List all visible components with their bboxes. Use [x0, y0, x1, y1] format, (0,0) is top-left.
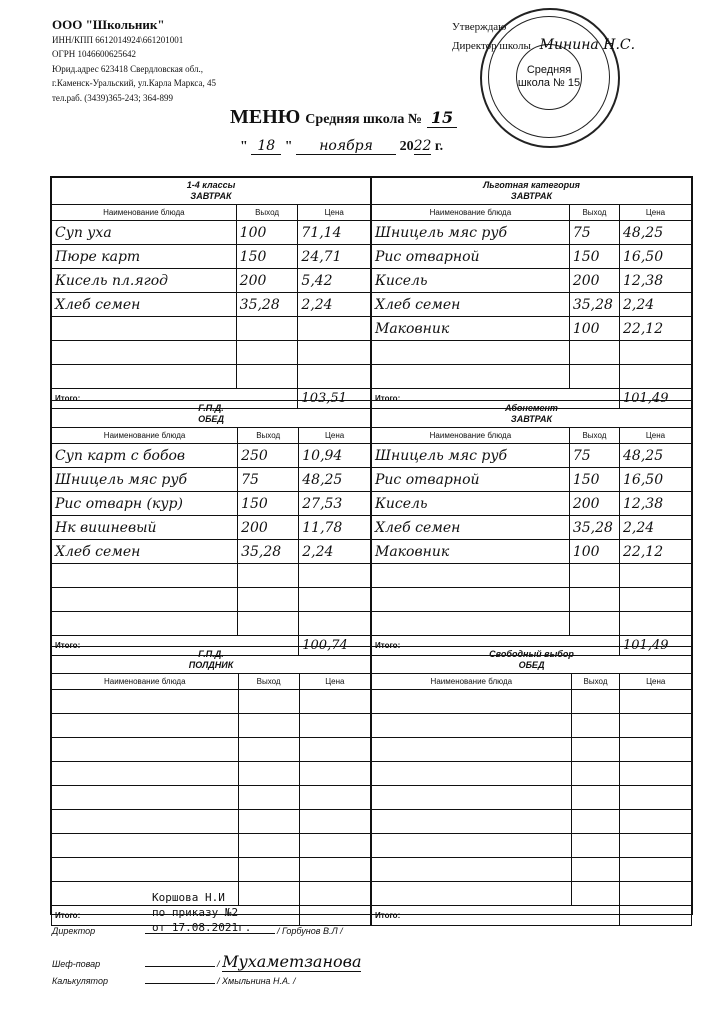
section-meal: ПОЛДНИК — [188, 660, 234, 670]
menu-grid — [50, 176, 693, 920]
column-header-yield: Выход — [238, 428, 299, 444]
cell-name: Шницель мяс руб — [372, 221, 570, 245]
cell-name: Шницель мяс руб — [52, 468, 238, 492]
cell-name: Хлеб семен — [372, 516, 570, 540]
cell-name — [372, 365, 570, 389]
cell-yield: 35,28 — [238, 540, 299, 564]
cell-name — [372, 612, 570, 636]
cell-price — [620, 690, 692, 714]
column-header-yield: Выход — [569, 428, 619, 444]
cell-name: Рис отварной — [372, 245, 570, 269]
cell-yield — [571, 858, 620, 882]
signature-role: Директор — [52, 926, 96, 936]
total-label: Итого: — [52, 636, 299, 656]
cell-price — [298, 317, 371, 341]
title-school: Средняя школа № — [305, 112, 422, 127]
signature-role: Шеф-повар — [52, 959, 101, 969]
table-row — [52, 540, 371, 564]
table-row — [372, 293, 692, 317]
company-inn: ИНН/КПП 6612014924\661201001 — [52, 34, 184, 45]
cell-yield: 75 — [569, 444, 619, 468]
section-title: Г.П.Д. — [198, 649, 224, 659]
table-row — [52, 221, 371, 245]
column-header-name: Наименование блюда — [52, 674, 239, 690]
cell-name — [52, 834, 239, 858]
total-label: Итого: — [372, 636, 620, 656]
table-row — [372, 738, 692, 762]
section-meal: ОБЕД — [198, 414, 224, 424]
section-header — [52, 178, 371, 205]
cell-yield: 200 — [238, 516, 299, 540]
total-label: Итого: — [52, 906, 300, 926]
printed-note-line-1: Коршова Н.И — [152, 891, 225, 904]
cell-price: 27,53 — [299, 492, 371, 516]
cell-yield — [236, 317, 298, 341]
total-label: Итого: — [52, 389, 298, 409]
cell-price — [299, 810, 370, 834]
section-header — [372, 401, 692, 428]
cell-price — [620, 834, 692, 858]
cell-name — [372, 858, 572, 882]
company-ogrn: ОГРН 1046600625642 — [52, 49, 136, 59]
cell-price: 16,50 — [620, 468, 692, 492]
signature-name: / — [217, 959, 220, 969]
cell-yield: 200 — [569, 492, 619, 516]
company-phone: тел.раб. (3439)365-243; 364-899 — [52, 92, 173, 103]
column-header-yield: Выход — [569, 205, 619, 221]
page-title — [230, 106, 457, 129]
date-day: 18 — [251, 138, 281, 155]
cell-name — [52, 612, 238, 636]
table-row — [372, 516, 692, 540]
cell-yield — [569, 365, 619, 389]
table-row — [372, 810, 692, 834]
cell-price: 11,78 — [299, 516, 371, 540]
cell-price: 71,14 — [298, 221, 371, 245]
school-number: 15 — [427, 108, 457, 128]
cell-yield — [569, 341, 619, 365]
table-row — [52, 588, 371, 612]
cell-yield — [569, 612, 619, 636]
chef-handwritten-name: Мухаметзанова — [222, 952, 362, 971]
section-header — [52, 401, 371, 428]
section-header — [52, 647, 371, 674]
cell-name: Кисель пл.ягод — [52, 269, 237, 293]
cell-name — [372, 690, 572, 714]
signature-line — [145, 966, 215, 967]
menu-section-2-right — [371, 646, 692, 926]
column-header-name: Наименование блюда — [52, 205, 237, 221]
table-row — [372, 221, 692, 245]
section-title: Льготная категория — [483, 180, 580, 190]
table-row — [52, 738, 371, 762]
cell-name — [52, 762, 239, 786]
cell-price — [620, 365, 692, 389]
table-row — [372, 245, 692, 269]
cell-price — [299, 738, 370, 762]
cell-yield: 150 — [238, 492, 299, 516]
cell-yield — [236, 341, 298, 365]
cell-price: 22,12 — [620, 317, 692, 341]
cell-name — [52, 714, 239, 738]
cell-name — [372, 714, 572, 738]
cell-yield — [238, 810, 299, 834]
cell-yield — [238, 834, 299, 858]
total-label: Итого: — [372, 906, 620, 926]
cell-yield — [236, 365, 298, 389]
cell-yield: 75 — [238, 468, 299, 492]
cell-price: 2,24 — [620, 293, 692, 317]
cell-price: 12,38 — [620, 492, 692, 516]
section-title: Г.П.Д. — [198, 403, 224, 413]
cell-price — [299, 762, 370, 786]
cell-yield — [571, 738, 620, 762]
cell-price — [299, 834, 370, 858]
table-row — [372, 714, 692, 738]
cell-yield: 150 — [236, 245, 298, 269]
cell-price: 2,24 — [298, 293, 371, 317]
column-header-name: Наименование блюда — [52, 428, 238, 444]
date-quote-close: " — [284, 139, 293, 154]
cell-name: Суп карт с бобов — [52, 444, 238, 468]
company-block — [52, 18, 216, 105]
table-row — [52, 444, 371, 468]
cell-yield — [571, 714, 620, 738]
section-meal: ЗАВТРАК — [190, 191, 232, 201]
table-row — [52, 468, 371, 492]
table-row — [372, 690, 692, 714]
cell-price — [299, 786, 370, 810]
cell-name: Пюре карт — [52, 245, 237, 269]
table-row — [52, 317, 371, 341]
cell-name — [52, 588, 238, 612]
section-title: Абонемент — [505, 403, 558, 413]
cell-name — [52, 786, 239, 810]
column-header-name: Наименование блюда — [372, 674, 572, 690]
table-row — [52, 786, 371, 810]
cell-name: Нк вишневый — [52, 516, 238, 540]
cell-yield: 200 — [236, 269, 298, 293]
cell-price: 22,12 — [620, 540, 692, 564]
cell-name — [52, 810, 239, 834]
cell-price — [620, 858, 692, 882]
cell-price — [299, 858, 370, 882]
cell-yield — [238, 738, 299, 762]
cell-name: Кисель — [372, 269, 570, 293]
company-name: ООО "Школьник" — [52, 17, 165, 32]
column-header-price: Цена — [299, 674, 370, 690]
cell-name — [52, 564, 238, 588]
table-row — [52, 365, 371, 389]
column-header-price: Цена — [298, 205, 371, 221]
cell-yield — [238, 564, 299, 588]
cell-yield — [238, 858, 299, 882]
cell-name: Маковник — [372, 317, 570, 341]
cell-yield — [238, 612, 299, 636]
cell-price — [620, 786, 692, 810]
signature-chef — [52, 952, 361, 972]
table-row — [52, 834, 371, 858]
menu-date — [240, 138, 443, 155]
approval-line-2 — [452, 36, 635, 55]
cell-price — [299, 564, 371, 588]
column-header-name: Наименование блюда — [372, 205, 570, 221]
table-row — [52, 293, 371, 317]
total-value: 101,49 — [620, 389, 692, 409]
cell-name: Маковник — [372, 540, 570, 564]
title-menu: МЕНЮ — [230, 106, 301, 128]
cell-yield: 35,28 — [236, 293, 298, 317]
table-row — [372, 858, 692, 882]
cell-name: Шницель мяс руб — [372, 444, 570, 468]
cell-price — [298, 341, 371, 365]
cell-name: Рис отварной — [372, 468, 570, 492]
printed-note-line-2: по приказу №2 — [152, 906, 239, 919]
cell-price — [299, 714, 370, 738]
column-header-yield: Выход — [238, 674, 299, 690]
cell-price — [620, 738, 692, 762]
cell-yield — [238, 762, 299, 786]
date-year-suffix: 22 — [413, 138, 432, 154]
total-value: 103,51 — [298, 389, 371, 409]
cell-price — [620, 564, 692, 588]
cell-price — [299, 690, 370, 714]
column-header-price: Цена — [299, 428, 371, 444]
table-row — [52, 516, 371, 540]
table-row — [372, 588, 692, 612]
table-row — [372, 786, 692, 810]
table-row — [372, 564, 692, 588]
menu-section-2-left — [51, 646, 371, 926]
cell-price — [299, 588, 371, 612]
menu-section-1-right — [371, 400, 692, 656]
approval-block — [452, 18, 635, 55]
cell-name: Хлеб семен — [52, 293, 237, 317]
section-meal: ОБЕД — [518, 660, 545, 670]
cell-name — [372, 810, 572, 834]
cell-name: Суп уха — [52, 221, 237, 245]
director-signature: Минина Н.С. — [539, 37, 636, 53]
section-header — [372, 647, 692, 674]
table-row — [52, 714, 371, 738]
table-row — [52, 269, 371, 293]
cell-price: 2,24 — [299, 540, 371, 564]
cell-name — [372, 762, 572, 786]
cell-yield: 75 — [569, 221, 619, 245]
cell-yield — [238, 714, 299, 738]
column-header-yield: Выход — [236, 205, 298, 221]
cell-price: 48,25 — [299, 468, 371, 492]
cell-price: 12,38 — [620, 269, 692, 293]
cell-name — [52, 317, 237, 341]
cell-price — [620, 588, 692, 612]
cell-price: 24,71 — [298, 245, 371, 269]
cell-name — [372, 564, 570, 588]
cell-price — [299, 612, 371, 636]
cell-yield: 35,28 — [569, 293, 619, 317]
table-row — [52, 492, 371, 516]
table-row — [52, 858, 371, 882]
table-row — [372, 612, 692, 636]
date-year-prefix: 20 — [399, 139, 414, 154]
total-value: 101,49 — [620, 636, 692, 656]
section-title: Свободный выбор — [489, 649, 574, 659]
table-row — [372, 444, 692, 468]
cell-yield — [238, 588, 299, 612]
table-row — [372, 317, 692, 341]
cell-yield — [569, 588, 619, 612]
cell-yield — [569, 564, 619, 588]
total-value: 100,74 — [299, 636, 371, 656]
cell-price — [620, 612, 692, 636]
cell-price — [620, 810, 692, 834]
table-row — [52, 762, 371, 786]
cell-yield: 100 — [569, 540, 619, 564]
column-header-name: Наименование блюда — [372, 428, 570, 444]
cell-yield: 150 — [569, 468, 619, 492]
cell-name — [372, 786, 572, 810]
table-row — [52, 341, 371, 365]
cell-yield — [571, 810, 620, 834]
menu-section-1-left — [51, 400, 371, 656]
cell-name: Рис отварн (кур) — [52, 492, 238, 516]
company-address-2: г.Каменск-Уральский, ул.Карла Маркса, 45 — [52, 78, 217, 88]
cell-yield: 100 — [569, 317, 619, 341]
table-row — [372, 468, 692, 492]
cell-name: Хлеб семен — [52, 540, 238, 564]
signature-role: Калькулятор — [52, 976, 108, 986]
table-row — [372, 365, 692, 389]
cell-price — [620, 762, 692, 786]
cell-price — [620, 714, 692, 738]
total-label: Итого: — [372, 389, 620, 409]
date-month: ноября — [296, 138, 396, 155]
company-address-1: Юрид.адрес 623418 Свердловская обл., — [52, 63, 203, 74]
cell-price: 48,25 — [620, 221, 692, 245]
cell-name — [372, 588, 570, 612]
signature-line — [145, 983, 215, 984]
cell-yield — [571, 786, 620, 810]
cell-yield: 100 — [236, 221, 298, 245]
cell-price — [298, 365, 371, 389]
cell-yield: 35,28 — [569, 516, 619, 540]
cell-name — [52, 365, 237, 389]
section-title: 1-4 классы — [186, 180, 236, 190]
cell-name: Кисель — [372, 492, 570, 516]
cell-price: 16,50 — [620, 245, 692, 269]
approval-role: Директор школы — [452, 40, 531, 52]
table-row — [372, 492, 692, 516]
printed-note-line-3: от 17.08.2021г. — [152, 921, 252, 934]
table-row — [52, 612, 371, 636]
cell-price: 5,42 — [298, 269, 371, 293]
cell-price: 2,24 — [620, 516, 692, 540]
cell-name — [372, 738, 572, 762]
table-row — [52, 810, 371, 834]
cell-price: 10,94 — [299, 444, 371, 468]
table-row — [372, 834, 692, 858]
section-meal: ЗАВТРАК — [510, 191, 553, 201]
date-g: г. — [434, 139, 444, 154]
cell-yield — [571, 762, 620, 786]
approval-line-1: Утверждаю — [452, 21, 507, 33]
cell-name — [372, 341, 570, 365]
cell-name: Хлеб семен — [372, 293, 570, 317]
date-quote-open: " — [240, 139, 248, 154]
cell-yield — [571, 834, 620, 858]
cell-yield — [571, 690, 620, 714]
column-header-yield: Выход — [571, 674, 620, 690]
signature-name: / Горбунов В.Л / — [277, 926, 343, 936]
cell-name — [52, 858, 239, 882]
signature-line — [145, 933, 275, 934]
cell-yield: 200 — [569, 269, 619, 293]
section-meal: ЗАВТРАК — [510, 414, 553, 424]
table-row — [52, 564, 371, 588]
cell-yield: 150 — [569, 245, 619, 269]
cell-yield — [238, 786, 299, 810]
cell-yield: 250 — [238, 444, 299, 468]
menu-section-0-right — [371, 177, 692, 409]
table-row — [372, 762, 692, 786]
signature-calculator — [52, 976, 296, 986]
cell-price — [620, 341, 692, 365]
cell-name — [52, 690, 239, 714]
cell-price: 48,25 — [620, 444, 692, 468]
table-row — [52, 245, 371, 269]
stamp-center: Средняя школа № 15 — [516, 44, 582, 110]
column-header-price: Цена — [620, 205, 692, 221]
column-header-price: Цена — [620, 674, 692, 690]
cell-name — [52, 341, 237, 365]
table-row — [372, 269, 692, 293]
table-row — [52, 690, 371, 714]
table-row — [372, 341, 692, 365]
menu-section-0-left — [51, 177, 371, 409]
cell-name — [372, 834, 572, 858]
signature-director — [52, 926, 343, 936]
column-header-price: Цена — [620, 428, 692, 444]
signature-block — [52, 888, 692, 1008]
table-row — [372, 540, 692, 564]
section-header — [372, 178, 692, 205]
signature-name: / Хмыльнина Н.А. / — [217, 976, 296, 986]
cell-name — [52, 738, 239, 762]
cell-yield — [238, 690, 299, 714]
